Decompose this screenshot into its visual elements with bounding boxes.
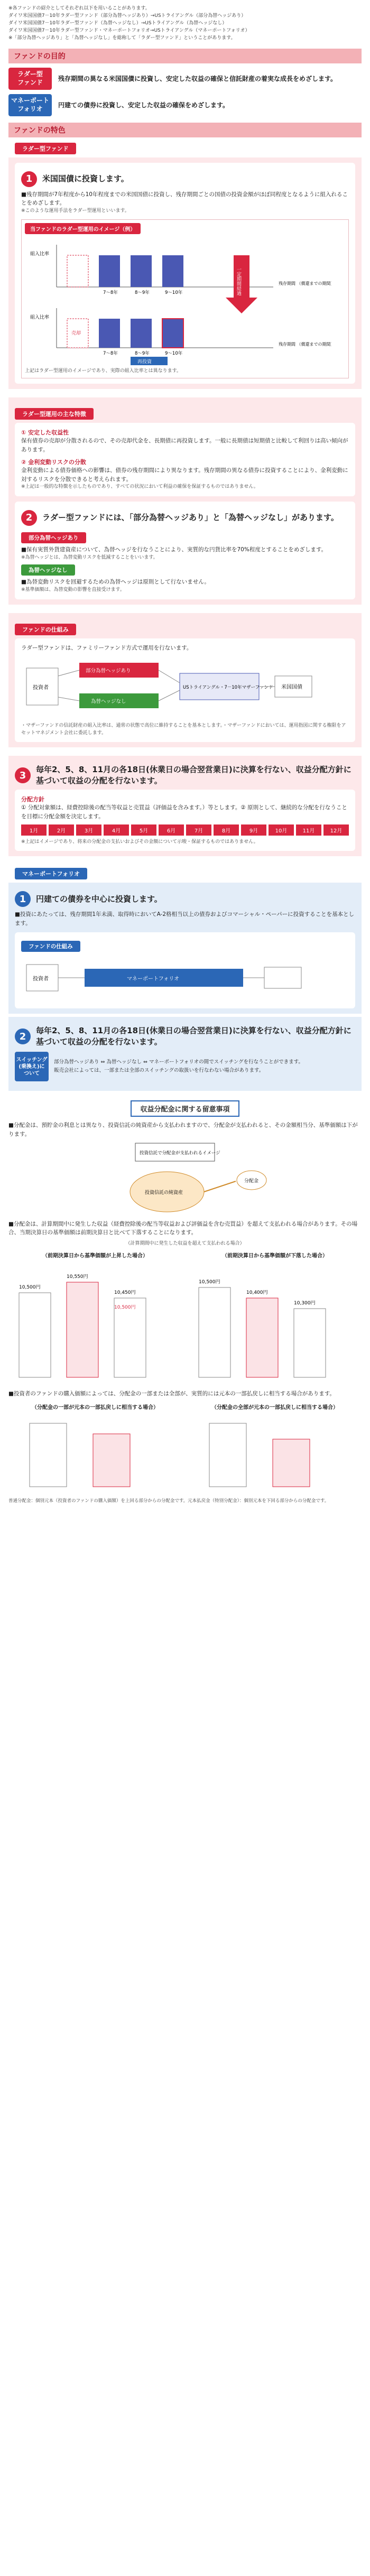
switching-line: 販売会社によっては、一部または全部のスイッチングの取扱いを行なわない場合があります。 [54, 1068, 264, 1074]
feature-1-body: ■残存期間が7年程度から10年程度までの米国国債に投資し、残存期間ごとの国債の投資金額がほぼ同程度となるように組入れることをめざします。 [21, 191, 348, 207]
month-cell: 9月 [241, 824, 266, 836]
feature-2-heading [21, 510, 349, 526]
money-feature-1-panel [8, 883, 362, 1014]
feature-2-card [15, 502, 355, 599]
arrow-line [58, 697, 79, 701]
feature-title: 円建ての債券を中心に投資します。 [36, 894, 162, 904]
fund2-label: 為替ヘッジなし [91, 699, 126, 705]
nav-down-col [188, 1251, 362, 1384]
feature-1-heading [21, 171, 349, 187]
scheme-label: ファンドの仕組み [15, 624, 76, 635]
money-scheme-diagram [21, 954, 307, 1002]
nav-value: 10,550円 [67, 1274, 88, 1280]
money-fund-label: マネーポートフォリオ [127, 976, 180, 983]
nohedge-note: ※基準価額は、為替変動の影響を直接受けます。 [21, 587, 125, 593]
scheme-body: ラダー型ファンドは、ファミリーファンド方式で運用を行ないます。 [21, 644, 192, 651]
purpose-header: ファンドの目的 [8, 49, 362, 63]
ladder-merits-card [15, 423, 355, 496]
nohedge-label: 為替ヘッジなし [21, 564, 75, 576]
bottom-cat-3: 9～10年 [165, 350, 183, 356]
feature-number: 3 [15, 767, 31, 783]
partial-principal-col [8, 1403, 182, 1494]
nav-value: 10,450円 [114, 1290, 136, 1295]
month-cell: 3月 [76, 824, 101, 836]
reinvest-label: 再投資 [137, 359, 152, 365]
nav-up-diagram [8, 1261, 178, 1383]
chart-ylabel-bottom: 組入比率 [30, 314, 50, 320]
top-cat-3: 9～10年 [165, 290, 183, 295]
merit-note: ※上記は一般的な特徴を示したものであり、すべての状況において利益の確保を保証するものではありません。 [21, 484, 258, 490]
switching-tag: スイッチング (乗換え)に ついて [15, 1052, 49, 1081]
month-cell: 7月 [186, 824, 211, 836]
investor-label: 投資者 [33, 685, 49, 691]
money-portfolio-tag: マネーポート フォリオ [8, 94, 52, 116]
scheme-diagram [21, 652, 317, 721]
ladder-image-diagram [21, 219, 349, 379]
partial-principal-diagram [8, 1413, 178, 1492]
feature-3-panel [8, 756, 362, 856]
dist-caution-footnote: 普通分配金：個別元本（投資者のファンドの購入価額）を上回る部分からの分配金です。元本払戻金（特別分配金）：個別元本を下回る部分からの分配金です。 [8, 1498, 329, 1504]
nav-bar [273, 1439, 310, 1487]
money-feature-1-heading [15, 891, 355, 907]
feature-number: 1 [15, 891, 31, 907]
purchase-bar [209, 1423, 246, 1487]
top-notes [8, 0, 362, 42]
dist-caution-title: 収益分配金に関する留意事項 [131, 1100, 239, 1117]
top-note-line: ダイワ米国国債7－10年ラダー型ファンド・マネーポートフォリオ→USトライアングル（マネーポートフォリオ） [8, 27, 250, 33]
ladder-diagram-svg [25, 234, 331, 366]
hedge-body: ■保有実質外貨建資産について、為替ヘッジを行なうことにより、実質的な円貨比率を70%程度とすることをめざします。 [21, 546, 327, 553]
dist-body: ① 分配対象額は、経費控除後の配当等収益と売買益（評価益を含みます。）等とします。② 原則として、継続的な分配を行なうことを目標に分配金額を決定します。 [21, 804, 347, 820]
nav-value: 10,400円 [246, 1290, 268, 1295]
bottom-cat-2: 8～9年 [135, 350, 150, 356]
chart-right-bottom: 残存期間 （償還までの期間） [279, 341, 331, 347]
dist-label: 分配方針 [21, 796, 44, 803]
distribution-card [15, 790, 355, 851]
month-cell: 11月 [296, 824, 321, 836]
money-scheme-card [15, 932, 355, 1008]
money-feature-2-heading [15, 1025, 355, 1048]
time-arrow-label: 一定期間経過 [236, 266, 241, 295]
purpose-ladder-row [8, 68, 362, 90]
nav-down-diagram [188, 1261, 357, 1383]
top-note-line: ※各ファンドの紹介としてそれぞれ以下を用いることがあります。 [8, 6, 150, 11]
time-arrow [226, 255, 257, 313]
money-feature-2-panel [8, 1017, 362, 1091]
investor-label: 投資者 [33, 976, 49, 983]
case-title: （計算期間中に発生した収益を超えて支払われる場合） [125, 1241, 245, 1247]
principal-compare-cols [8, 1403, 362, 1494]
feature-title: 米国国債に投資します。 [42, 174, 129, 184]
top-bar-sell [67, 255, 88, 287]
nav-up-col [8, 1251, 182, 1384]
merit-1-body: 保有債券の売却が分散されるので、その売却代金を、長期債に再投資します。一般に長期債は短期債と比較して利回りは高い傾向があります。 [21, 438, 348, 453]
top-bar-3 [162, 255, 183, 287]
purchase-bar [30, 1423, 67, 1487]
bottom-cat-1: 7～8年 [103, 350, 118, 356]
top-bar-2 [131, 255, 152, 287]
feature-1-note: ※このような運用手法をラダー型運用といいます。 [21, 208, 130, 214]
arrow-line [159, 670, 180, 683]
nav-compare-cols [8, 1251, 362, 1384]
bottom-bar-3 [162, 319, 183, 348]
ladder-diagram-note: 上記はラダー型運用のイメージであり、実際の組入比率とは異なります。 [25, 368, 181, 374]
nav-bar [294, 1309, 326, 1377]
top-note-line: ※「部分為替ヘッジあり」と「為替ヘッジなし」を総称して「ラダー型ファンド」ということがあります。 [8, 35, 236, 41]
mother-fund-label: USトライアングル・7－10年マザーファンド [183, 685, 273, 691]
dist-caution-p1: ■分配金は、預貯金の利息とは異なり、投資信託の純資産から支払われますので、分配金が支払われると、その金額相当分、基準価額は下がります。 [8, 1122, 358, 1137]
feature-1-panel [8, 157, 362, 390]
dist-caution-p2: ■分配金は、計算期間中に発生した収益（経費控除後の配当等収益および評価益を含む売買益）を超えて支払われる場合があります。その場合、当期決算日の基準価額は前期決算日と比べて下落することになります。 [8, 1220, 358, 1236]
month-cell: 4月 [104, 824, 129, 836]
ladder-purpose-text: 残存期間の異なる米国国債に投資し、安定した収益の確保と信託財産の着実な成長をめざします。 [58, 75, 337, 82]
dividend-label: 分配金 [244, 1178, 259, 1184]
money-feature-1-body: ■投資にあたっては、残存期間1年未満、取得時においてA-2格相当以上の債券およびコマーシャル・ペーパーに投資することを基本とします。 [15, 911, 355, 927]
month-strip [21, 824, 349, 836]
feature-3-heading [15, 764, 355, 786]
nav-value: 10,500円 [19, 1284, 41, 1290]
month-cell: 2月 [49, 824, 74, 836]
money-scheme-label: ファンドの仕組み [21, 941, 80, 952]
nav-value: 10,500円 [199, 1279, 220, 1285]
month-cell: 8月 [214, 824, 239, 836]
ladder-fund-tag: ラダー型 ファンド [8, 68, 52, 90]
dist-image-diagram [8, 1139, 362, 1218]
bottom-bar-1 [99, 319, 120, 348]
dist-caution-p3: ■投資者のファンドの購入価額によっては、分配金の一部または全部が、実質的には元本の一部払戻しに相当する場合があります。 [8, 1390, 335, 1397]
bubble-top-label: 投資信託で分配金が支払われるイメージ [140, 1150, 220, 1156]
month-cell: 5月 [131, 824, 156, 836]
full-principal-col [188, 1403, 362, 1494]
nav-bar [67, 1282, 98, 1377]
switching-text [54, 1058, 303, 1075]
ladder-merits-label: ラダー型運用の主な特徴 [15, 408, 94, 420]
merit-2-body: 金利変動による債券価格への影響は、債券の残存期間により異なります。残存期間の異なる債券に投資することにより、金利変動に対するリスクを分散できると考えられます。 [21, 467, 348, 483]
market-box [264, 967, 301, 988]
chart-ylabel-top: 組入比率 [30, 251, 50, 257]
arrow-line [204, 1181, 236, 1192]
feature-number: 2 [21, 510, 37, 526]
feature-title: ラダー型ファンドには、「部分為替ヘッジあり」と「為替ヘッジなし」があります。 [42, 513, 339, 523]
merit-2-title: ② 金利変動リスクの分散 [21, 458, 86, 466]
feature-1-card [15, 163, 355, 384]
money-purpose-text: 円建ての債券に投資し、安定した収益の確保をめざします。 [58, 101, 229, 109]
ladder-merits-panel [8, 397, 362, 604]
chart-right-top: 残存期間 （償還までの期間） [279, 281, 331, 286]
market-label: 米国国債 [281, 684, 302, 691]
purpose-money-row [8, 94, 362, 116]
month-cell: 1月 [21, 824, 47, 836]
sell-label: 売却 [71, 330, 81, 336]
full-principal-title: （分配金の全部が元本の一部払戻しに相当する場合） [211, 1404, 338, 1411]
nav-up-title: （前期決算日から基準価額が上昇した場合） [42, 1253, 148, 1259]
nav-bar [199, 1287, 230, 1377]
fund1-label: 部分為替ヘッジあり [86, 668, 131, 674]
switching-row [15, 1052, 355, 1081]
scheme-card [15, 638, 355, 743]
features-header: ファンドの特色 [8, 123, 362, 137]
arrow-line [159, 690, 180, 701]
nav-value: 10,500円 [114, 1304, 136, 1310]
dist-note: ※上記はイメージであり、将来の分配金の支払いおよびその金額について示唆・保証するものではありません。 [21, 839, 258, 845]
switching-line: 部分為替ヘッジあり ⇔ 為替ヘッジなし ⇔ マネーポートフォリオの間でスイッチングを行なうことができます。 [54, 1059, 303, 1065]
top-cat-2: 8～9年 [135, 290, 150, 295]
ladder-fund-label: ラダー型ファンド [15, 143, 76, 154]
top-note-line: ダイワ米国国債7－10年ラダー型ファンド（部分為替ヘッジあり）→USトライアングル（部分為替ヘッジあり） [8, 13, 246, 18]
money-portfolio-label: マネーポートフォリオ [15, 868, 87, 879]
month-cell: 6月 [159, 824, 184, 836]
top-bar-1 [99, 255, 120, 287]
nohedge-body: ■為替変動リスクを回避するための為替ヘッジは原則として行ないません。 [21, 579, 210, 586]
feature-number: 2 [15, 1028, 31, 1044]
dist-caution-heading-wrap [8, 1100, 362, 1117]
arrow-line [58, 670, 79, 676]
bottom-bar-2 [131, 319, 152, 348]
top-note-line: ダイワ米国国債7－10年ラダー型ファンド（為替ヘッジなし）→USトライアングル（為替ヘッジなし） [8, 20, 227, 26]
merit-1-title: ① 安定した収益性 [21, 429, 69, 437]
ladder-diagram-title: 当ファンドのラダー型運用のイメージ（例） [25, 223, 141, 234]
full-principal-diagram [188, 1413, 357, 1492]
nav-bar [19, 1293, 51, 1377]
scheme-notes: ・マザーファンドの信託財産の組入比率は、通常の状態で高位に維持することを基本とします。・マザーファンドにおいては、運用指図に関する権限をアセットマネジメント会社に委託します。 [21, 723, 346, 736]
month-cell: 12月 [323, 824, 349, 836]
feature-number: 1 [21, 171, 37, 187]
hedge-label: 部分為替ヘッジあり [21, 532, 86, 543]
hedge-note: ※為替ヘッジとは、為替変動リスクを低減することをいいます。 [21, 554, 158, 560]
nav-down-title: （前期決算日から基準価額が下落した場合） [222, 1253, 328, 1259]
scheme-panel [8, 613, 362, 748]
month-cell: 10月 [269, 824, 294, 836]
nav-bar [93, 1434, 130, 1487]
nav-value: 10,300円 [294, 1300, 316, 1306]
feature-title: 毎年2、5、8、11月の各18日(休業日の場合翌営業日)に決算を行ない、収益分配方針に基づいて収益の分配を行ないます。 [36, 765, 352, 786]
nav-bar [246, 1298, 278, 1377]
top-cat-1: 7～8年 [103, 290, 118, 295]
partial-principal-title: （分配金の一部が元本の一部払戻しに相当する場合） [32, 1404, 159, 1411]
feature-title: 毎年2、5、8、11月の各18日(休業日の場合翌営業日)に決算を行ない、収益分配方針に基づいて収益の分配を行ないます。 [36, 1026, 352, 1047]
fund-assets-label: 投資信託の純資産 [145, 1190, 183, 1196]
